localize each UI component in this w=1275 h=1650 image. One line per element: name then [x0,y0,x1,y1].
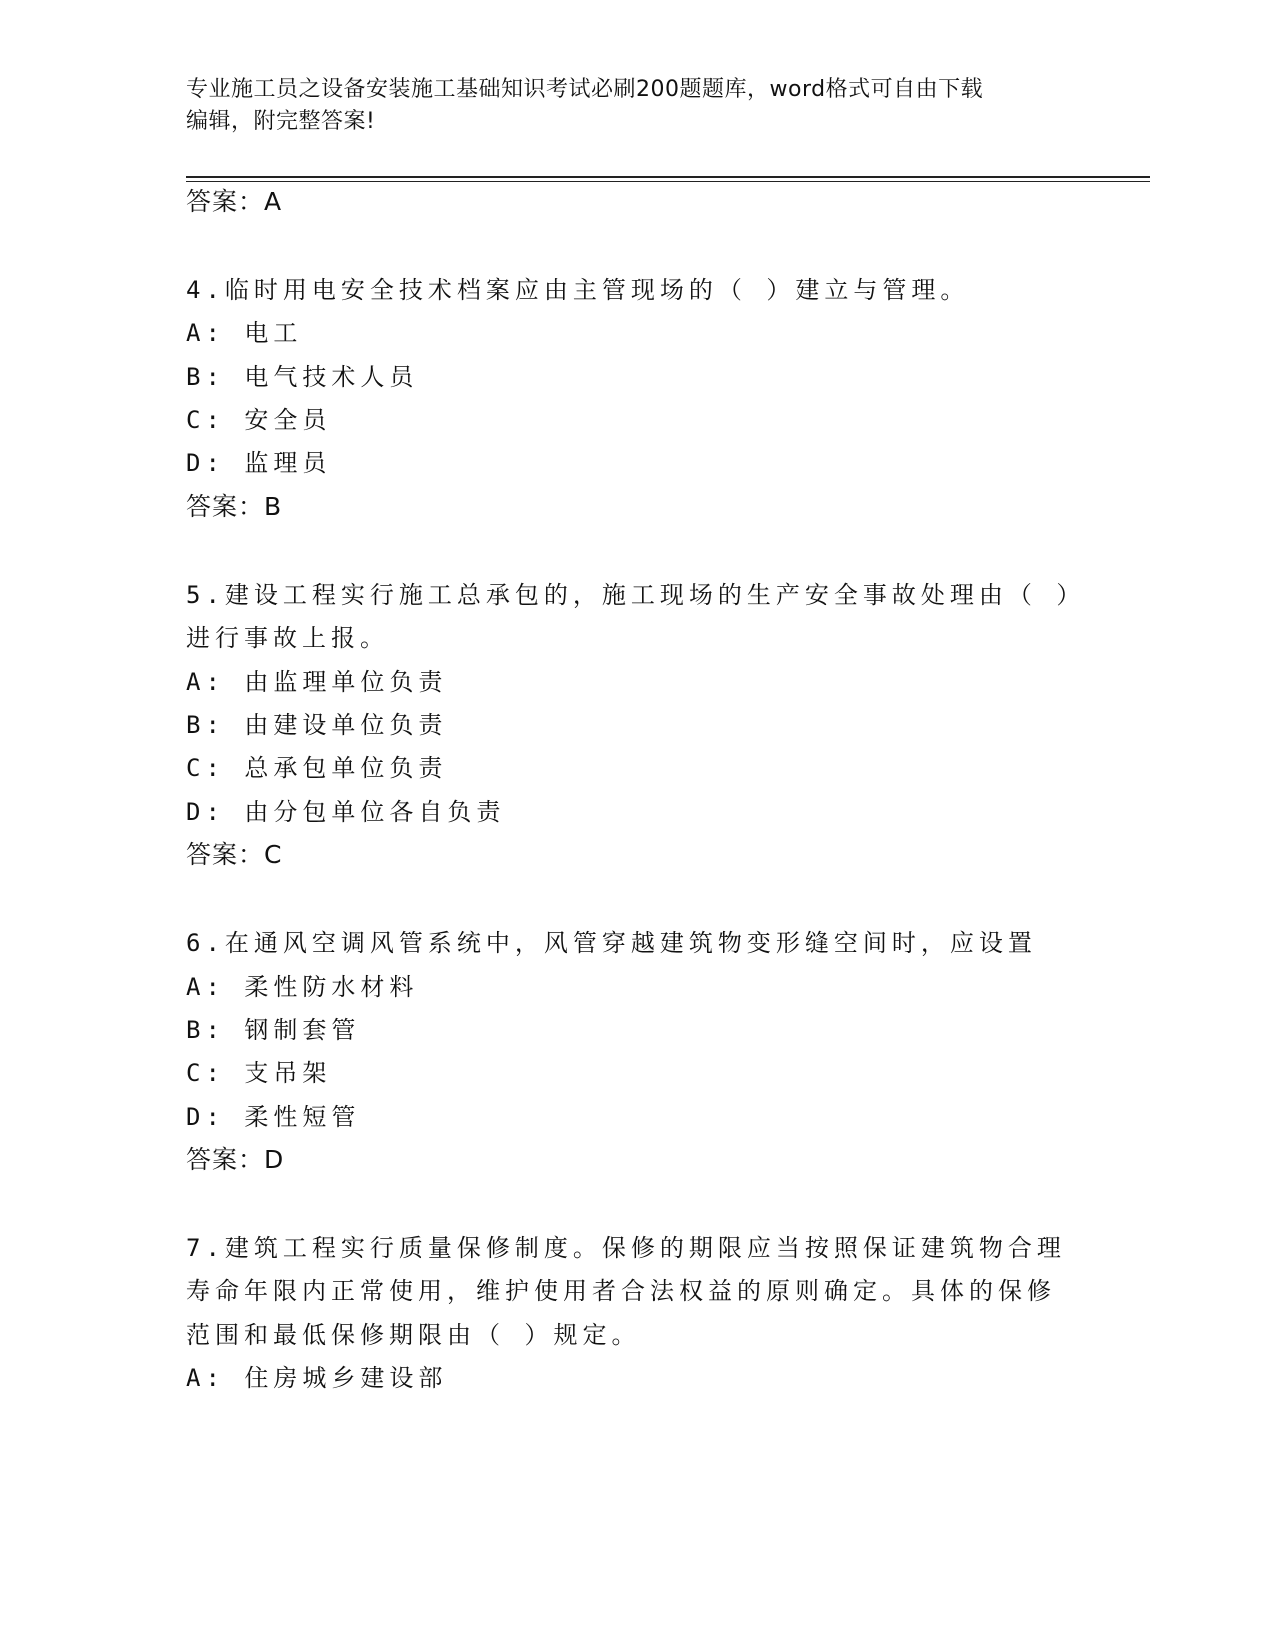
question-4-text: 4.临时用电安全技术档案应由主管现场的（ ）建立与管理。 [186,276,970,304]
question-7-option-a: A: 住房城乡建设部 [186,1364,448,1392]
question-6-text: 6.在通风空调风管系统中，风管穿越建筑物变形缝空间时，应设置 [186,929,1037,957]
question-5-option-d: D: 由分包单位各自负责 [186,798,506,826]
question-4-option-a: A: 电工 [186,319,303,347]
answer-q4: 答案：B [186,492,283,521]
page-header [186,74,1066,138]
question-4-option-d: D: 监理员 [186,449,332,477]
header-divider-thick [186,176,1150,178]
question-7-text-line-3: 范围和最低保修期限由（ ）规定。 [186,1321,641,1349]
question-6-option-b: B: 钢制套管 [186,1016,361,1044]
question-6-option-c: C: 支吊架 [186,1059,332,1087]
header-divider-thin [186,181,1150,182]
question-6-option-a: A: 柔性防水材料 [186,973,419,1001]
question-5-text-line-1: 5.建设工程实行施工总承包的，施工现场的生产安全事故处理由（ ） [186,581,1086,609]
question-4-option-c: C: 安全员 [186,406,332,434]
question-5-option-b: B: 由建设单位负责 [186,711,448,739]
question-4-option-b: B: 电气技术人员 [186,363,419,391]
header-title-line-1: 专业施工员之设备安装施工基础知识考试必刷200题题库，word格式可自由下载 [186,77,984,102]
question-6-option-d: D: 柔性短管 [186,1103,361,1131]
question-5-option-c: C: 总承包单位负责 [186,754,448,782]
header-title-line-2: 编辑，附完整答案! [186,109,376,134]
question-7-text-line-1: 7.建筑工程实行质量保修制度。保修的期限应当按照保证建筑物合理 [186,1234,1066,1262]
question-5-text-line-2: 进行事故上报。 [186,624,389,652]
question-5-option-a: A: 由监理单位负责 [186,668,448,696]
answer-q5: 答案：C [186,840,283,869]
answer-q3: 答案：A [186,187,283,216]
question-7-text-line-2: 寿命年限内正常使用，维护使用者合法权益的原则确定。具体的保修 [186,1277,1056,1305]
answer-q6: 答案：D [186,1145,285,1174]
